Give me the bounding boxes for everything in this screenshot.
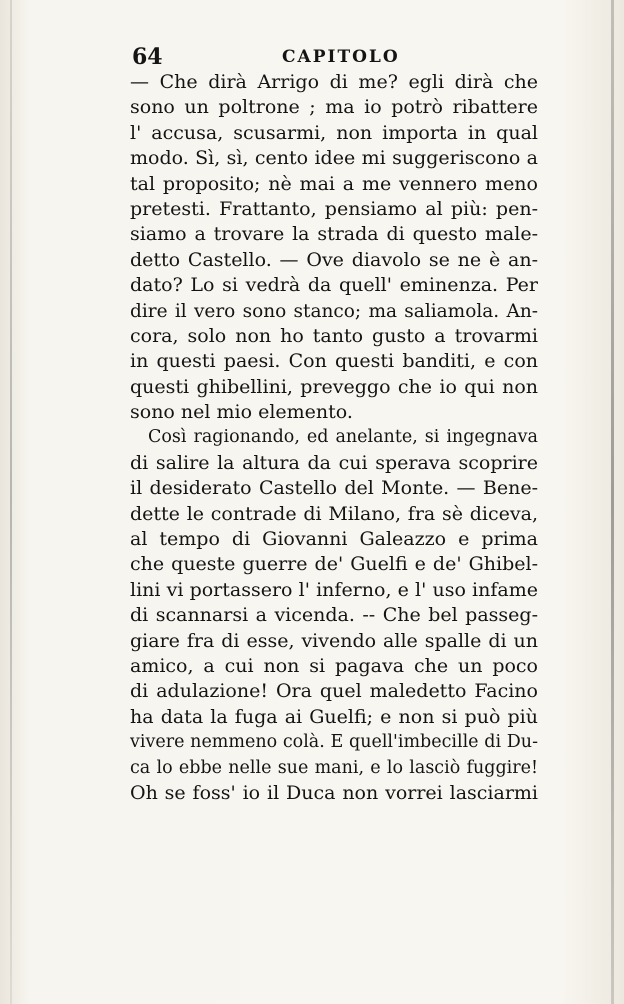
text-line: in questi paesi. Con questi banditi, e con: [130, 350, 538, 373]
text-line: detto Castello. — Ove diavolo se ne è an-: [130, 248, 538, 271]
text-line: Oh se foss' io il Duca non vorrei lasciarmi: [130, 781, 538, 804]
text-line: questi ghibellini, preveggo che io qui non: [130, 375, 538, 398]
text-line: dato? Lo si vedrà da quell' eminenza. Per: [130, 274, 538, 297]
text-line: al tempo di Giovanni Galeazzo e prima: [130, 528, 538, 551]
text-line: modo. Sì, sì, cento idee mi suggeriscono a: [130, 147, 538, 170]
running-title: CAPITOLO: [282, 47, 400, 67]
page-number: 64: [132, 44, 163, 70]
text-line: ha data la fuga ai Guelfi; e non si può più: [130, 705, 538, 728]
text-line: sono nel mio elemento.: [130, 401, 353, 424]
text-line: che queste guerre de' Guelfi e de' Ghibel-: [130, 553, 538, 576]
text-line: lini vi portassero l' inferno, e l' uso infame: [130, 578, 538, 601]
text-line: giare fra di esse, vivendo alle spalle di un: [130, 629, 538, 652]
text-line: Così ragionando, ed anelante, si ingegnava: [148, 427, 538, 448]
text-line: l' accusa, scusarmi, non importa in qual: [130, 121, 538, 144]
text-line: dette le contrade di Milano, fra sè diceva,: [130, 502, 538, 525]
text-line: di salire la altura da cui sperava scoprire: [130, 451, 538, 474]
body-text: [130, 70, 538, 806]
text-line: — Che dirà Arrigo di me? egli dirà che: [130, 71, 538, 93]
text-line: il desiderato Castello del Monte. — Bene-: [130, 477, 538, 500]
text-line: cora, solo non ho tanto gusto a trovarmi: [130, 324, 538, 347]
text-line: dire il vero sono stanco; ma saliamola. An-: [130, 300, 538, 322]
text-line: sono un poltrone ; ma io potrò ribattere: [130, 96, 538, 119]
text-line: di scannarsi a vicenda. -- Che bel passeg-: [130, 604, 538, 627]
text-line: vivere nemmeno colà. E quell'imbecille di Du-: [130, 732, 538, 753]
text-line: ca lo ebbe nelle sue mani, e lo lasciò fuggire!: [130, 757, 538, 778]
text-line: pretesti. Frattanto, pensiamo al più: pen-: [130, 197, 538, 220]
text-line: amico, a cui non si pagava che un poco: [130, 654, 538, 677]
page-edge-right: [611, 0, 614, 1004]
text-line: di adulazione! Ora quel maledetto Facino: [130, 680, 538, 703]
page-edge-left: [10, 0, 12, 1004]
text-line: tal proposito; nè mai a me vennero meno: [130, 172, 538, 195]
text-line: siamo a trovare la strada di questo male-: [130, 223, 538, 246]
